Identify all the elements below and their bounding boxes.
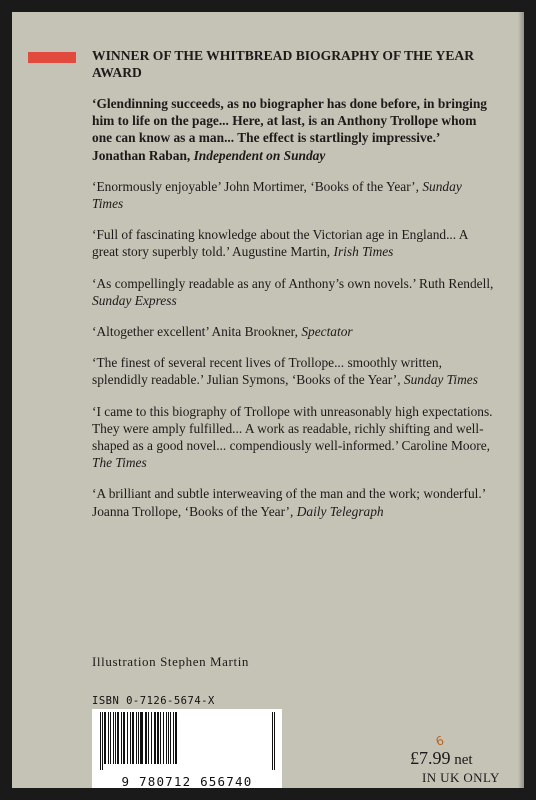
barcode-bar: [168, 712, 169, 764]
barcode-bar: [175, 712, 177, 764]
review-quote: [92, 275, 496, 309]
review-quote: [92, 178, 496, 212]
barcode-bar: [136, 712, 137, 764]
price-amount: £7.99: [410, 748, 451, 768]
barcode-bar: [173, 712, 174, 764]
lead-quote-source: Independent on Sunday: [193, 147, 326, 163]
barcode: [92, 709, 282, 788]
barcode-bar: [117, 712, 119, 764]
review-quote: [92, 354, 496, 388]
review-quote-source: Sunday Express: [92, 292, 177, 308]
barcode-bars: [98, 712, 276, 770]
barcode-bar: [151, 712, 152, 764]
review-quote-source: Spectator: [301, 324, 353, 340]
review-quote: [92, 403, 496, 472]
review-quote-source: The Times: [92, 455, 147, 471]
handwritten-price-mark: 6: [433, 733, 446, 749]
lead-quote-attribution: [92, 147, 496, 164]
award-headline: WINNER OF THE WHITBREAD BIOGRAPHY OF THE YEAR AWARD: [92, 48, 475, 80]
barcode-bar: [166, 712, 167, 764]
illustration-credit: Illustration Stephen Martin: [92, 654, 250, 669]
barcode-bar: [170, 712, 171, 764]
lead-quote-author: Jonathan Raban,: [92, 147, 194, 163]
review-quote: [92, 226, 496, 260]
price-suffix: net: [450, 752, 473, 768]
review-quote-text: ‘As compellingly readable as any of Anthony’s own novels.’ Ruth Rendell,: [92, 275, 494, 291]
barcode-bar: [100, 712, 101, 770]
barcode-bar: [148, 712, 149, 764]
cover-edge-shadow: [518, 12, 524, 788]
barcode-bar: [163, 712, 164, 764]
barcode-bar: [102, 712, 103, 770]
lead-quote: [92, 95, 496, 164]
barcode-bar: [160, 712, 161, 764]
review-quote-text: ‘Enormously enjoyable’ John Mortimer, ‘Books of the Year’,: [92, 178, 423, 194]
barcode-bar: [121, 712, 122, 764]
isbn-label: ISBN 0-7126-5674-X: [92, 695, 215, 707]
review-quote-source: Sunday Times: [403, 372, 478, 388]
review-quote: [92, 485, 496, 519]
blurb-column: [92, 48, 496, 534]
barcode-bar: [123, 712, 125, 764]
barcode-bar: [272, 712, 273, 770]
barcode-bar: [110, 712, 111, 764]
barcode-bar: [130, 712, 131, 764]
barcode-bar: [113, 712, 114, 764]
barcode-bar: [154, 712, 156, 764]
barcode-bar: [127, 712, 128, 764]
red-accent-tab: [28, 52, 76, 63]
review-quote-source: Daily Telegraph: [296, 503, 384, 519]
price: [410, 748, 473, 769]
review-quote-text: ‘Altogether excellent’ Anita Brookner,: [92, 324, 302, 340]
barcode-bar: [104, 712, 106, 764]
review-quote-text: ‘Full of fascinating knowledge about the Victorian age in England... A great story superbly told.’ Augustine Martin,: [92, 227, 468, 260]
review-quote-source: Sunday Times: [92, 178, 462, 212]
barcode-bar: [140, 712, 143, 764]
barcode-bar: [274, 712, 275, 770]
book-back-cover: [12, 12, 524, 788]
barcode-bar: [115, 712, 116, 764]
review-quote: [92, 323, 496, 340]
review-quote-source: Irish Times: [333, 244, 394, 260]
barcode-digits: 9 780712 656740: [121, 774, 253, 788]
review-quote-text: ‘I came to this biography of Trollope with unreasonably high expectations. They were amply fulfilled... A work as readable, richly shifting and well-shaped as a good novel... compendiously well-informed.’ Caroline Moore,: [92, 403, 493, 454]
review-quote-text: ‘The finest of several recent lives of Trollope... smoothly written, splendidly readable.’ Julian Symons, ‘Books of the Year’,: [92, 355, 442, 388]
barcode-bar: [145, 712, 147, 764]
barcode-bar: [138, 712, 139, 764]
lead-quote-text: ‘Glendinning succeeds, as no biographer has done before, in bringing him to life on the page... Here, at last, is an Anthony Trollope whom one can know as a man... The effect is startlingly impressive.’: [92, 96, 487, 146]
region-restriction: IN UK ONLY: [422, 770, 500, 785]
review-quote-text: ‘A brilliant and subtle interweaving of the man and the work; wonderful.’ Joanna Trollope, ‘Books of the Year’,: [92, 486, 486, 519]
barcode-bar: [108, 712, 109, 764]
barcode-bar: [132, 712, 134, 764]
barcode-bar: [157, 712, 159, 764]
